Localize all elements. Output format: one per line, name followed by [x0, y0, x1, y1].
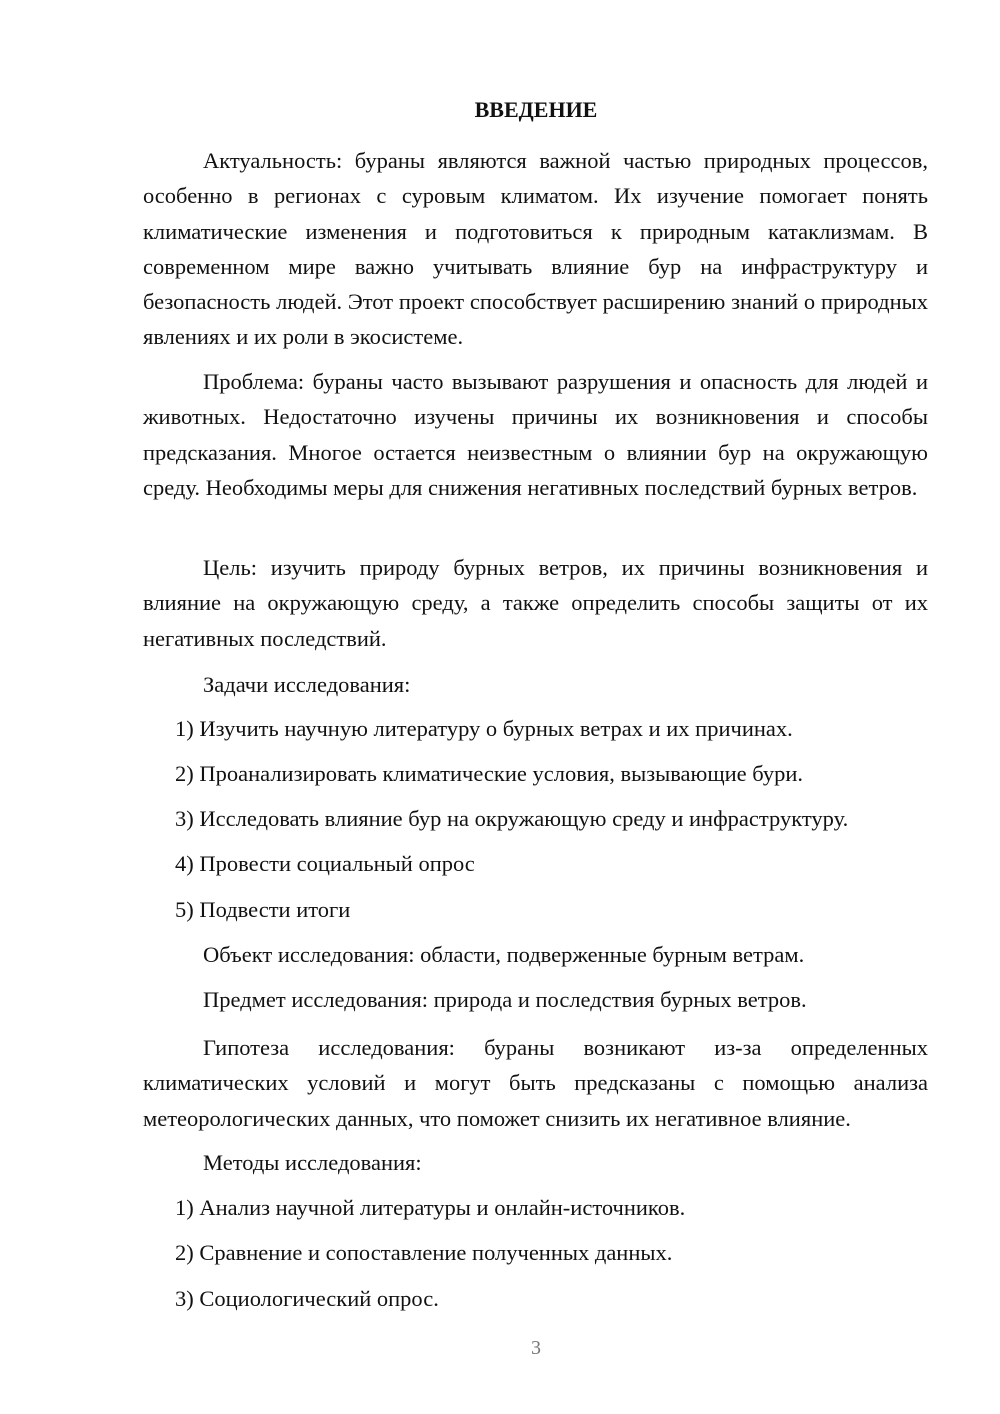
task-item-4: 4) Провести социальный опрос	[175, 851, 475, 876]
method-item-1: 1) Анализ научной литературы и онлайн-источников.	[175, 1195, 686, 1220]
task-item-2: 2) Проанализировать климатические условия, вызывающие бури.	[175, 761, 804, 786]
tasks-heading: Задачи исследования:	[203, 672, 411, 697]
research-object: Объект исследования: области, подверженные бурным ветрам.	[203, 942, 805, 967]
page-title: ВВЕДЕНИЕ	[474, 97, 598, 122]
method-item-3: 3) Социологический опрос.	[175, 1286, 439, 1311]
task-item-1: 1) Изучить научную литературу о бурных ветрах и их причинах.	[175, 716, 793, 741]
relevance-paragraph: Актуальность: бураны являются важной частью природных процессов, особенно в регионах с суровым климатом. Их изучение помогает понять климатические изменения и подготовиться к природным катаклизмам. В современном мире важно учитывать влияние бур на инфраструктуру и безопасность людей. Этот проект способствует расширению знаний о природных явлениях и их роли в экосистеме.	[143, 148, 928, 350]
hypothesis-paragraph: Гипотеза исследования: бураны возникают из-за определенных климатических условий и могут быть предсказаны с помощью анализа метеорологических данных, что поможет снизить их негативное влияние.	[143, 1035, 928, 1131]
goal-paragraph: Цель: изучить природу бурных ветров, их причины возникновения и влияние на окружающую среду, а также определить способы защиты от их негативных последствий.	[143, 555, 928, 651]
problem-paragraph: Проблема: бураны часто вызывают разрушения и опасность для людей и животных. Недостаточно изучены причины их возникновения и способы предсказания. Многое остается неизвестным о влиянии бур на окружающую среду. Необходимы меры для снижения негативных последствий бурных ветров.	[143, 369, 928, 500]
task-item-3: 3) Исследовать влияние бур на окружающую среду и инфраструктуру.	[175, 806, 849, 831]
task-item-5: 5) Подвести итоги	[175, 897, 351, 922]
method-item-2: 2) Сравнение и сопоставление полученных данных.	[175, 1240, 673, 1265]
research-subject: Предмет исследования: природа и последствия бурных ветров.	[203, 987, 807, 1012]
methods-heading: Методы исследования:	[203, 1150, 422, 1175]
page-number: 3	[531, 1337, 541, 1359]
